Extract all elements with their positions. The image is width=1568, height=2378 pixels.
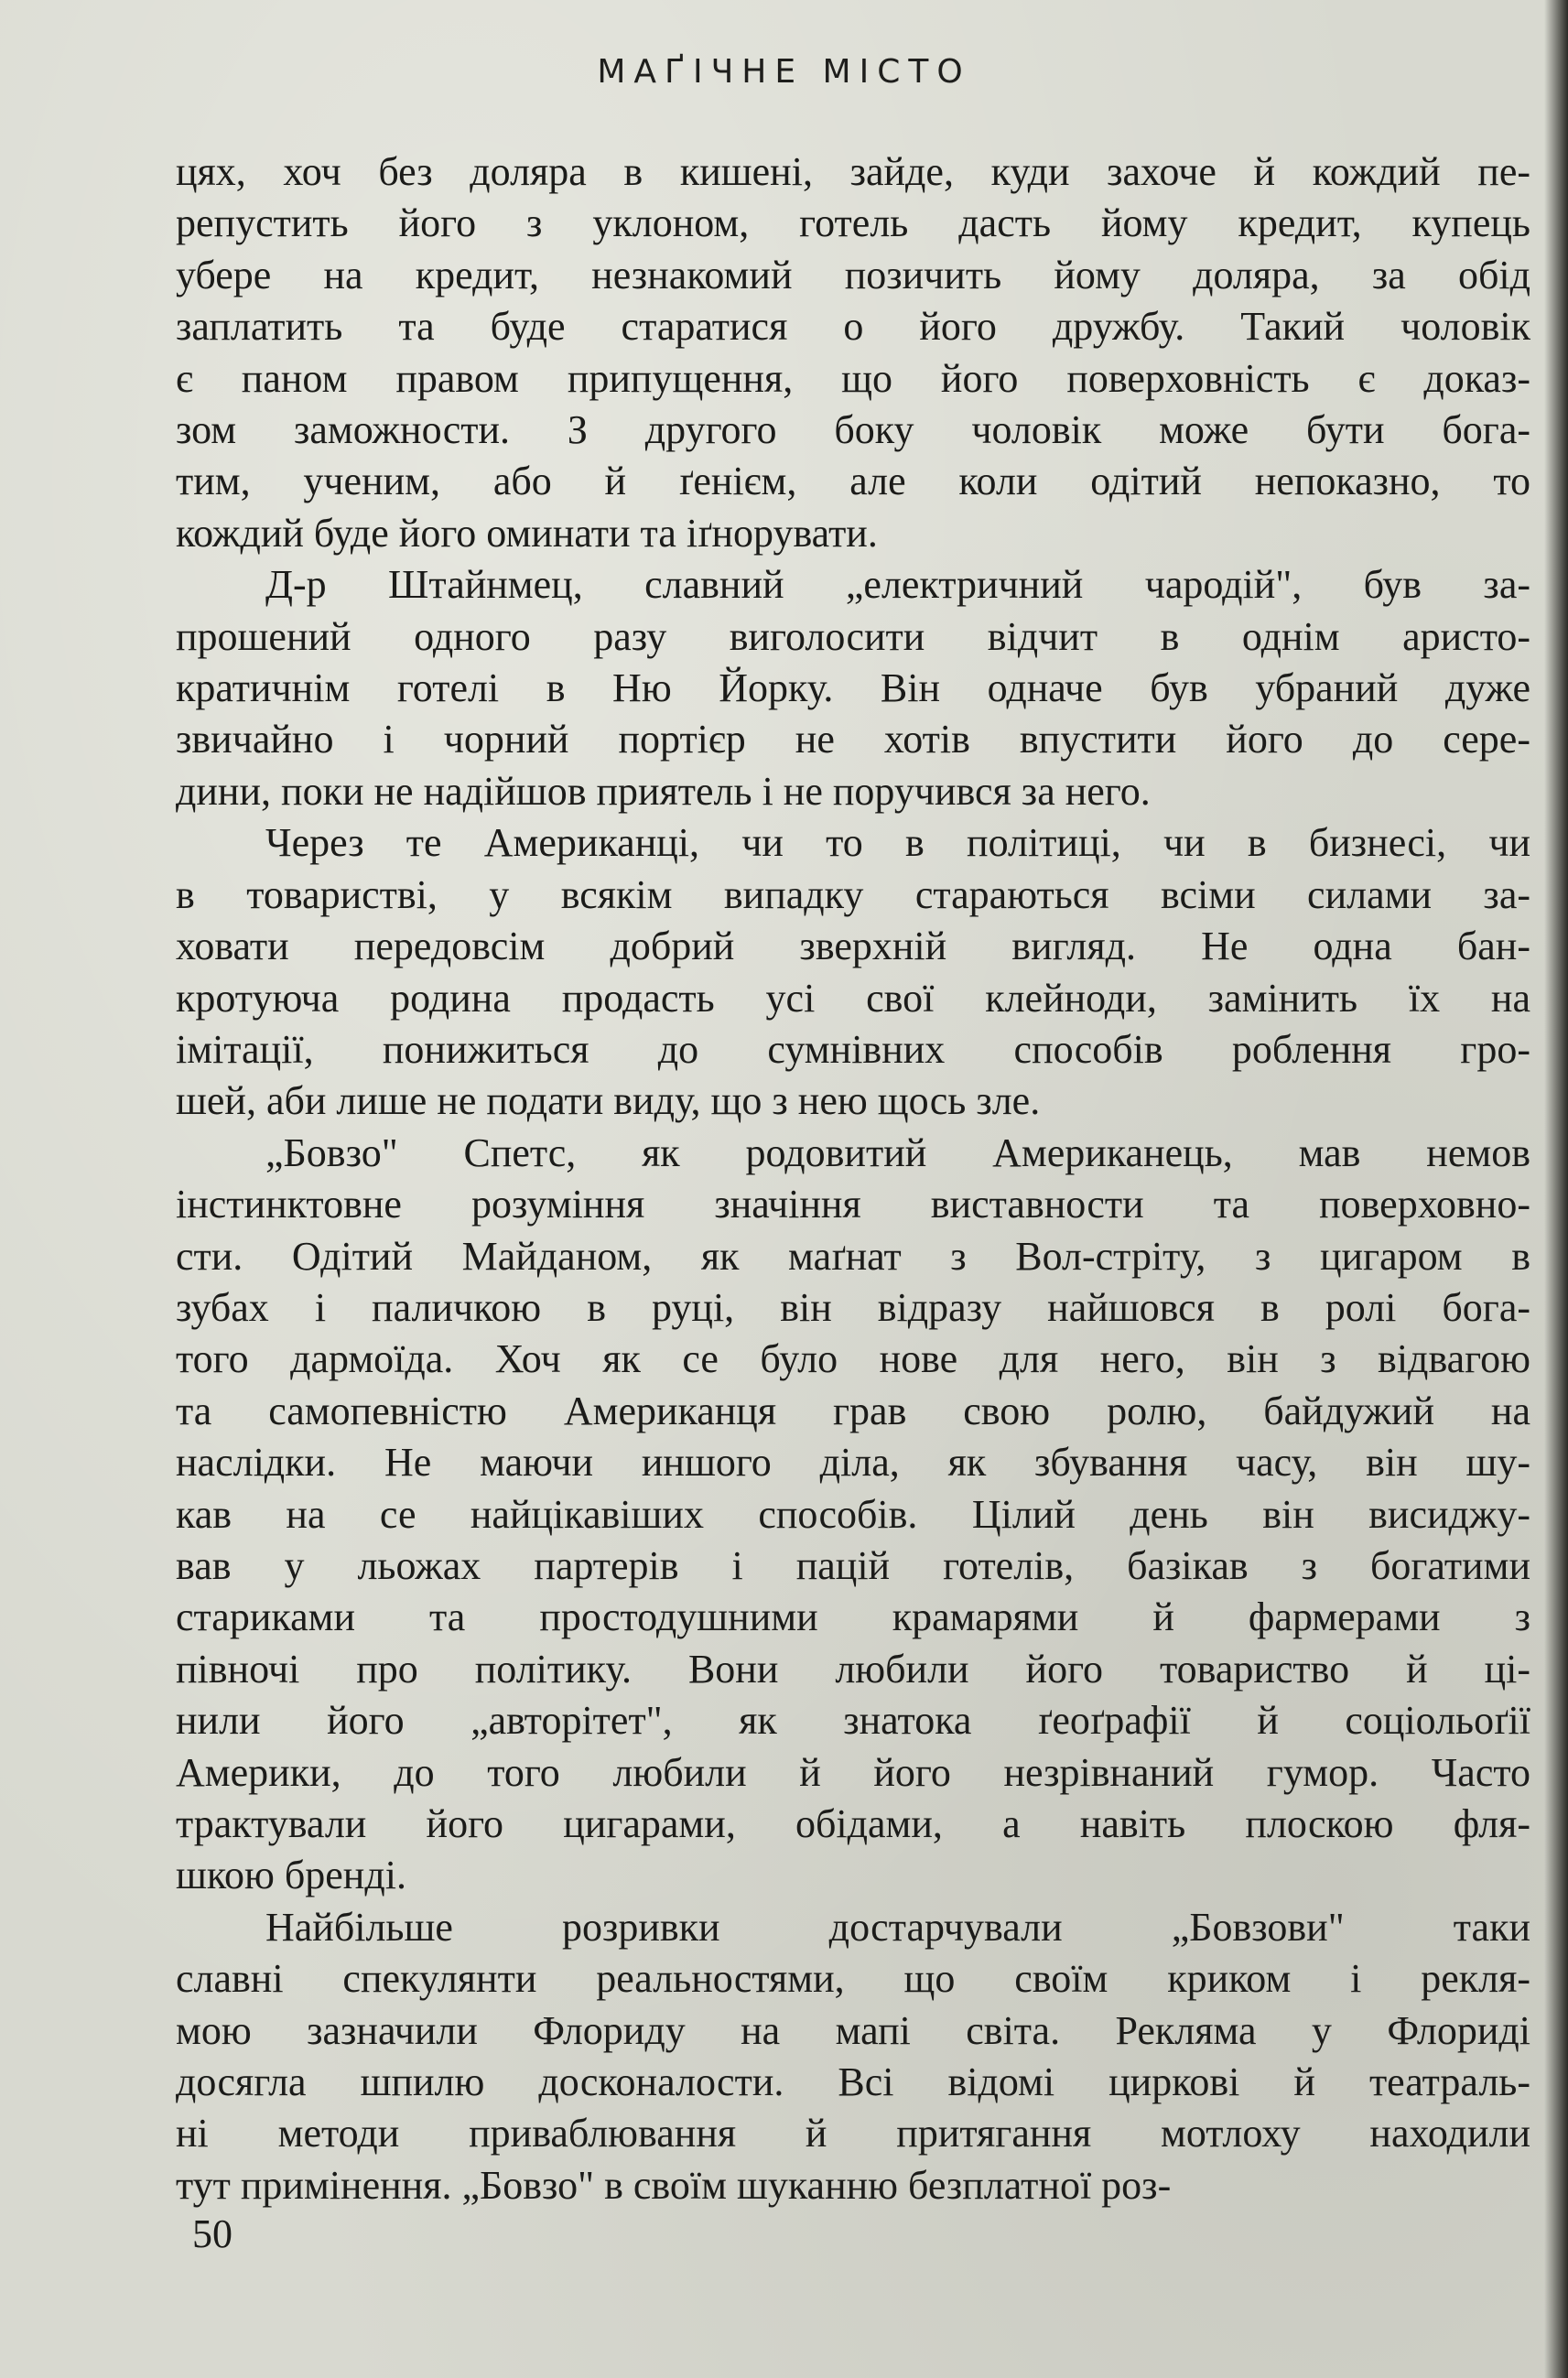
paragraph <box>176 146 1530 559</box>
text-line: нили його „авторітет", як знатока ґеоґрафії й соціольоґії <box>176 1698 1530 1744</box>
text-line: прошений одного разу виголосити відчит в однім аристо- <box>176 613 1530 659</box>
text-line: інстинктовне розуміння значіння виставности та поверховно- <box>176 1182 1530 1227</box>
text-line: сти. Одітий Майданом, як маґнат з Вол-стріту, з цигаром в <box>176 1233 1530 1279</box>
text-line: півночі про політику. Вони любили його товариство й ці- <box>176 1646 1530 1692</box>
text-line: кождий буде його оминати та іґнорувати. <box>176 510 878 556</box>
text-line: убере на кредит, незнакомий позичить йому доляра, за обід <box>176 252 1530 297</box>
page-edge-shadow <box>1544 0 1568 2378</box>
body-text <box>176 146 1530 2211</box>
text-line: трактували його цигарами, обідами, а навіть плоскою фля- <box>176 1801 1530 1846</box>
text-line: тут примінення. „Бовзо" в своїм шуканню безплатної роз- <box>176 2162 1172 2208</box>
text-line: славні спекулянти реальностями, що своїм криком і рекля- <box>176 1956 1530 2002</box>
text-line: мою зазначили Флориду на мапі світа. Рекляма у Флориді <box>176 2007 1530 2053</box>
text-line: цях, хоч без доляра в кишені, зайде, куди захоче й кождий пе- <box>176 149 1530 194</box>
text-line: заплатить та буде старатися о його дружбу. Такий чоловік <box>176 304 1530 350</box>
text-line: кратичнім готелі в Ню Йорку. Він одначе був убраний дуже <box>176 665 1530 711</box>
page-number: 50 <box>192 2211 232 2256</box>
text-line: звичайно і чорний портієр не хотів впустити його до сере- <box>176 717 1530 762</box>
text-line: Через те Американці, чи то в політиці, чи в бизнесі, чи <box>265 820 1530 866</box>
text-line: репустить його з уклоном, готель дасть йому кредит, купець <box>176 200 1530 246</box>
text-line: імітації, понижиться до сумнівних способів роблення гро- <box>176 1026 1530 1072</box>
text-line: шкою бренді. <box>176 1853 406 1898</box>
text-line: Америки, до того любили й його незрівнаний гумор. Часто <box>176 1749 1530 1795</box>
text-line: ні методи приваблювання й притягання мотлоху находили <box>176 2111 1530 2156</box>
running-head: МАҐІЧНЕ МІСТО <box>597 53 971 91</box>
text-line: Д-р Штайнмец, славний „електричний чародій", був за- <box>265 562 1530 608</box>
text-line: в товаристві, у всякім випадку стараються всіми силами за- <box>176 871 1530 917</box>
text-line: зом заможности. З другого боку чоловік може бути бога- <box>176 407 1530 453</box>
text-line: є паном правом припущення, що його поверховність є доказ- <box>176 355 1530 401</box>
text-line: зубах і паличкою в руці, він відразу найшовся в ролі бога- <box>176 1284 1530 1330</box>
text-line: кав на се найцікавіших способів. Цілий день він висиджу- <box>176 1491 1530 1537</box>
text-line: стариками та простодушними крамарями й фармерами з <box>176 1594 1530 1640</box>
text-line: Найбільше розривки достарчували „Бовзови" таки <box>265 1904 1530 1950</box>
paragraph <box>176 559 1530 817</box>
text-line: того дармоїда. Хоч як се було нове для него, він з відвагою <box>176 1336 1530 1382</box>
text-line: вав у льожах партерів і пацій готелів, базікав з богатими <box>176 1542 1530 1588</box>
paragraph <box>176 1128 1530 1902</box>
paragraph <box>176 1902 1530 2211</box>
text-line: ховати передовсім добрий зверхній вигляд. Не одна бан- <box>176 924 1530 969</box>
text-line: кротуюча родина продасть усі свої клейноди, замінить їх на <box>176 975 1530 1021</box>
text-line: та самопевністю Американця грав свою ролю, байдужий на <box>176 1388 1530 1433</box>
text-line: „Бовзо" Спетс, як родовитий Американець, мав немов <box>265 1130 1530 1175</box>
text-line: дини, поки не надійшов приятель і не поручився за него. <box>176 768 1151 814</box>
text-line: тим, ученим, або й ґенієм, але коли одітий непоказно, то <box>176 459 1530 504</box>
paragraph <box>176 817 1530 1127</box>
text-line: шей, аби лише не подати виду, що з нею щось зле. <box>176 1078 1041 1124</box>
text-line: наслідки. Не маючи иншого діла, як збування часу, він шу- <box>176 1440 1530 1486</box>
text-line: досягла шпилю досконалости. Всі відомі циркові й театраль- <box>176 2059 1530 2105</box>
